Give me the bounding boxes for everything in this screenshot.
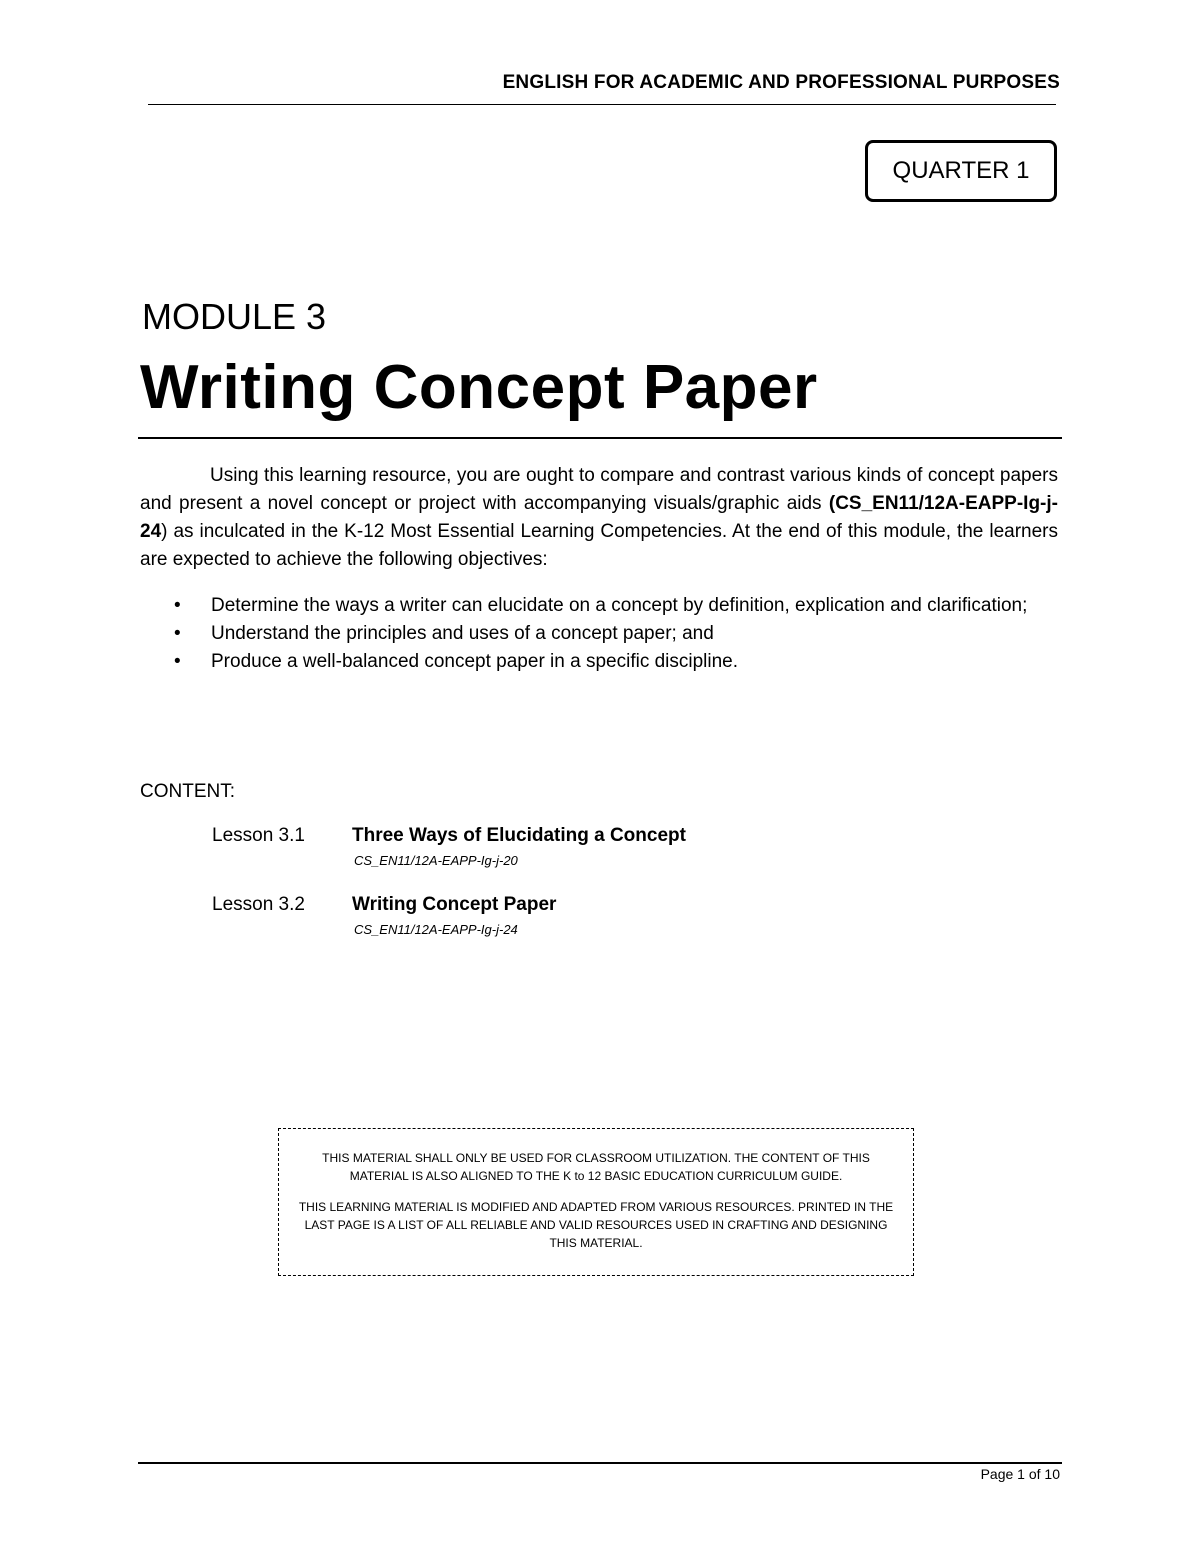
intro-text-after: as inculcated in the K-12 Most Essential Learning Competencies. At the end of this module, the learners are expected to achieve the following objectives: xyxy=(140,521,1058,570)
intro-paren-open: ( xyxy=(828,493,836,514)
lesson-title: Three Ways of Elucidating a Concept xyxy=(352,825,686,846)
notice-paragraph: THIS LEARNING MATERIAL IS MODIFIED AND ADAPTED FROM VARIOUS RESOURCES. PRINTED IN THE LAST PAGE IS A LIST OF ALL RELIABLE AND VALID RESOURCES USED IN CRAFTING AND DESIGNING THIS MATERIAL. xyxy=(298,1200,894,1250)
intro-text-before: Using this learning resource, you are ought to compare and contrast various kinds of concept papers and present a novel concept or project with accompanying visuals/graphic aids xyxy=(140,465,1058,514)
lesson-code: CS_EN11/12A-EAPP-Ig-j-24 xyxy=(354,922,518,937)
module-number: MODULE 3 xyxy=(142,296,327,337)
footer-divider xyxy=(138,1462,1062,1464)
list-item: • Understand the principles and uses of a concept paper; and xyxy=(140,620,1058,648)
bullet-icon: • xyxy=(174,623,181,644)
module-title: Writing Concept Paper xyxy=(140,353,818,422)
title-divider xyxy=(138,437,1062,439)
quarter-badge xyxy=(865,140,1057,202)
competency-code: CS_EN11/12A-EAPP-Ig-j-24 xyxy=(140,493,1058,542)
lesson-title: Writing Concept Paper xyxy=(352,894,557,915)
intro-paragraph xyxy=(140,462,1058,574)
quarter-label: QUARTER 1 xyxy=(892,157,1030,184)
lesson-number: Lesson 3.1 xyxy=(212,825,305,846)
bullet-icon: • xyxy=(174,651,181,672)
page-number: Page 1 of 10 xyxy=(980,1466,1060,1482)
header-divider xyxy=(148,104,1056,105)
list-item: • Determine the ways a writer can elucidate on a concept by definition, explication and clarification; xyxy=(140,592,1058,620)
notice-paragraph: THIS MATERIAL SHALL ONLY BE USED FOR CLASSROOM UTILIZATION. THE CONTENT OF THIS MATERIAL IS ALSO ALIGNED TO THE K to 12 BASIC EDUCATION CURRICULUM GUIDE. xyxy=(322,1151,870,1183)
content-heading: CONTENT: xyxy=(140,781,235,802)
lesson-code: CS_EN11/12A-EAPP-Ig-j-20 xyxy=(354,853,518,868)
intro-paren-close: ) xyxy=(161,521,168,542)
course-header: ENGLISH FOR ACADEMIC AND PROFESSIONAL PURPOSES xyxy=(502,72,1060,93)
lesson-number: Lesson 3.2 xyxy=(212,894,305,915)
objectives-list xyxy=(140,592,1058,676)
list-item: • Produce a well-balanced concept paper in a specific discipline. xyxy=(140,648,1058,676)
bullet-icon: • xyxy=(174,595,181,616)
usage-notice-box xyxy=(278,1128,914,1276)
